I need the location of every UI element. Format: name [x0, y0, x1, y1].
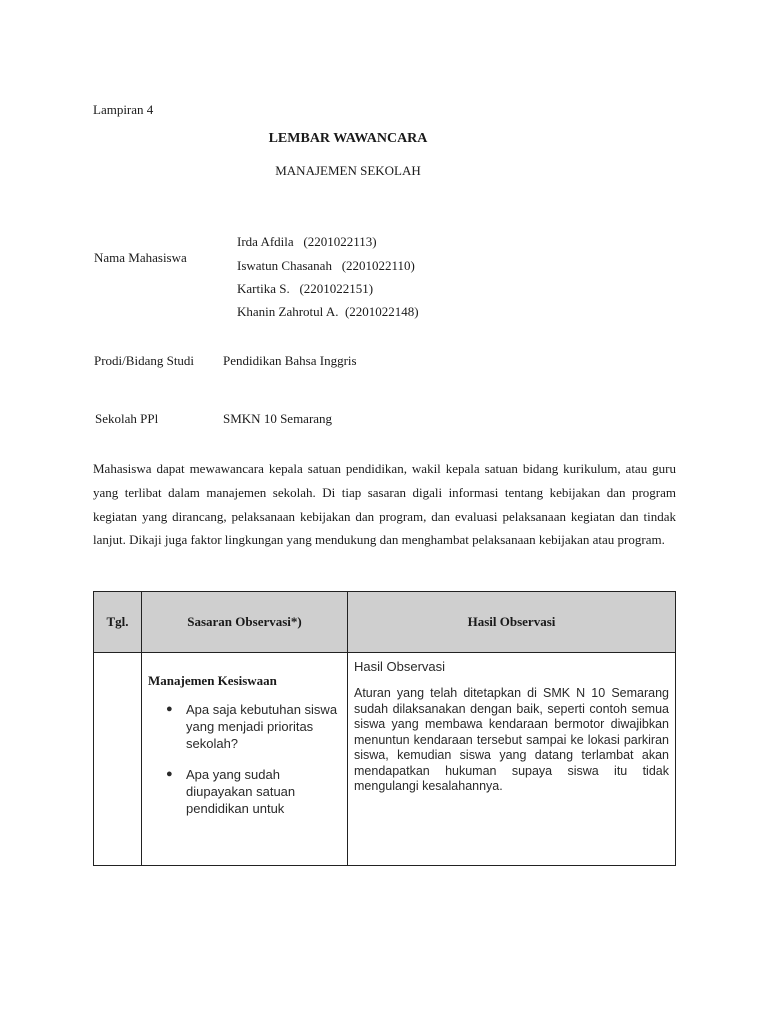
observation-table	[93, 591, 676, 866]
table-row	[94, 653, 676, 866]
lampiran-label: Lampiran 4	[93, 102, 154, 117]
prodi-value: Pendidikan Bahsa Inggris	[223, 353, 357, 368]
header-hasil: Hasil Observasi	[348, 592, 676, 653]
student-member: Kartika S. (2201022151)	[237, 281, 374, 296]
sasaran-heading: Manajemen Kesiswaan	[148, 673, 277, 688]
cell-hasil	[348, 653, 676, 866]
bullet-icon: ●	[166, 768, 173, 780]
document-title: LEMBAR WAWANCARA	[268, 131, 428, 146]
intro-paragraph: Mahasiswa dapat mewawancara kepala satuan pendidikan, wakil kepala satuan bidang kurikulum, atau guru yang terlibat dalam manajemen sekolah. Di tiap sasaran digali informasi tentang kebijakan dan program kegiatan yang dirancang, pelaksanaan kebijakan dan program, dan evaluasi pelaksanaan kegiatan dan tindak lanjut. Dikaji juga faktor lingkungan yang mendukung dan menghambat pelaksanaan kebijakan atau program.	[93, 461, 676, 548]
question-text: Apa saja kebutuhan siswa yang menjadi prioritas sekolah?	[186, 702, 338, 751]
cell-tgl	[94, 653, 142, 866]
sekolah-label: Sekolah PPl	[95, 411, 159, 426]
hasil-text: Aturan yang telah ditetapkan di SMK N 10 Semarang sudah dilaksanakan dengan baik, seperti contoh semua siswa yang membawa kendaraan bermotor diwajibkan menuntun kendaraan tersebut sampai ke lokasi parkiran siswa, kemudian siswa yang datang terlambat akan mendapatkan hukuman supaya siswa itu tidak mengulangi kesalahannya.	[354, 686, 669, 793]
prodi-label: Prodi/Bidang Studi	[94, 353, 195, 368]
question-list	[148, 701, 341, 817]
bullet-icon: ●	[166, 703, 173, 715]
header-tgl: Tgl.	[94, 592, 142, 653]
student-member: Irda Afdila (2201022113)	[237, 234, 377, 249]
sekolah-value: SMKN 10 Semarang	[223, 411, 333, 426]
question-text: Apa yang sudah diupayakan satuan pendidikan untuk	[186, 767, 296, 816]
student-member: Khanin Zahrotul A. (2201022148)	[237, 304, 419, 319]
cell-sasaran	[142, 653, 348, 866]
hasil-label: Hasil Observasi	[354, 659, 446, 674]
list-item	[166, 766, 341, 817]
header-sasaran: Sasaran Observasi*)	[142, 592, 348, 653]
nama-mahasiswa-label: Nama Mahasiswa	[94, 250, 187, 265]
student-member: Iswatun Chasanah (2201022110)	[237, 258, 415, 273]
list-item	[166, 701, 341, 752]
document-subtitle: MANAJEMEN SEKOLAH	[275, 163, 421, 178]
table-header-row	[94, 592, 676, 653]
